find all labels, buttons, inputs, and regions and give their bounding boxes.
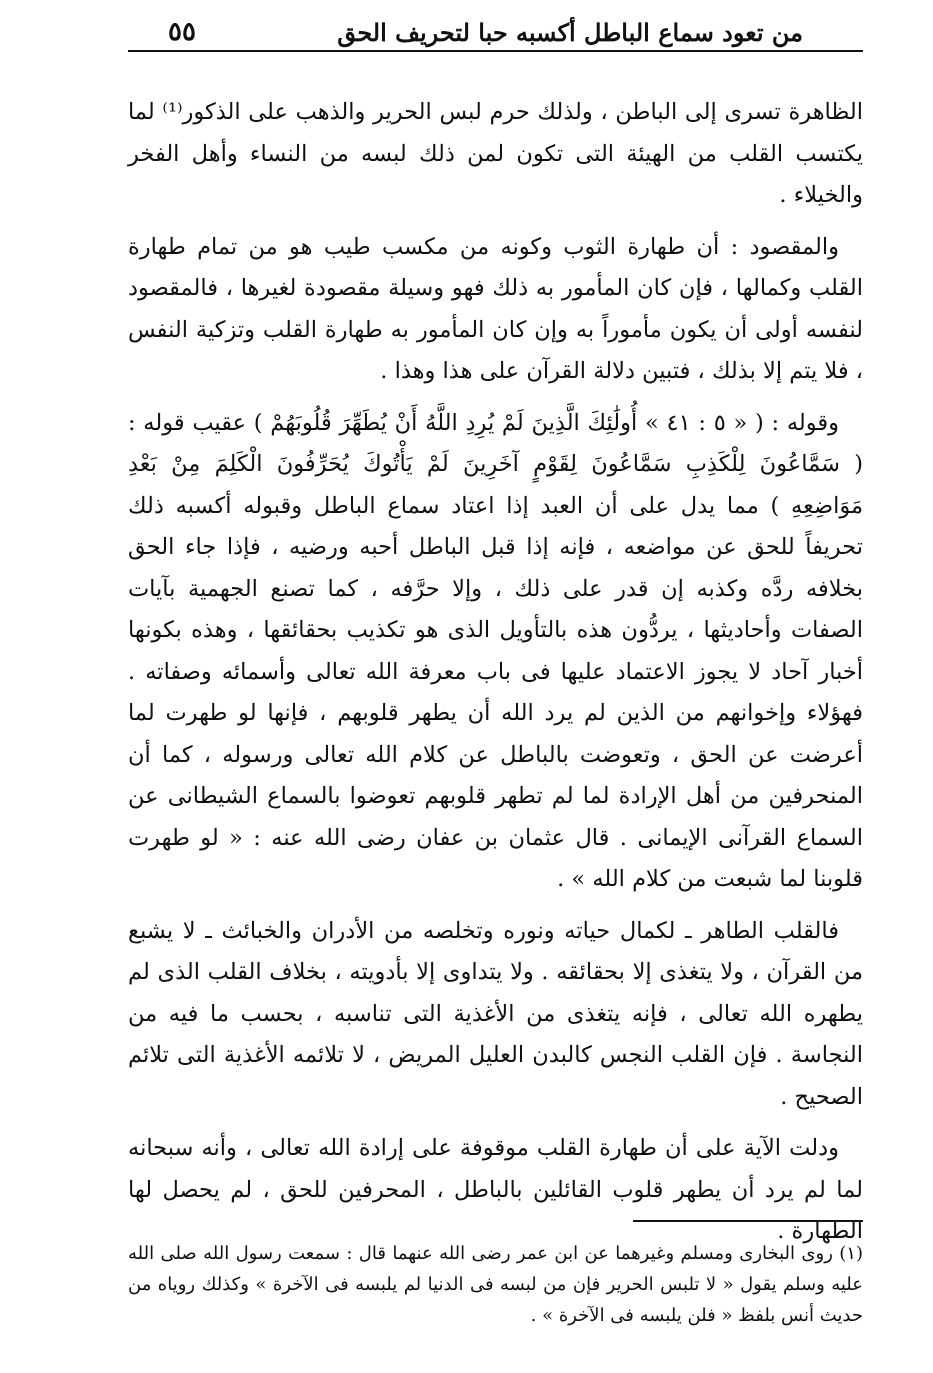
paragraph-1: الظاهرة تسرى إلى الباطن ، ولذلك حرم لبس الحرير والذهب على الذكور⁽¹⁾ لما يكتسب القلب من الهيئة التى تكون لمن ذلك لبسه من النساء وأهل الفخر والخيلاء . xyxy=(128,99,863,208)
footnotes xyxy=(128,1238,863,1331)
running-title: من تعود سماع الباطل أكسبه حبا لتحريف الحق xyxy=(337,17,803,47)
paragraph-5: ودلت الآية على أن طهارة القلب موقوفة على إرادة الله تعالى ، وأنه سبحانه لما لم يرد أن يطهر قلوب القائلين بالباطل ، المحرفين للحق ، لم يحصل لها الطهارة . xyxy=(128,1135,863,1244)
footnote-divider xyxy=(633,1220,863,1222)
page-header xyxy=(128,14,863,52)
main-text xyxy=(128,92,863,1253)
paragraph-2: والمقصود : أن طهارة الثوب وكونه من مكسب طيب هو من تمام طهارة القلب وكمالها ، فإن كان المأمور به ذلك فهو وسيلة مقصودة لغيرها ، فالمقصود لنفسه أولى أن يكون مأموراً به وإن كان المأمور به طهارة القلب وتزكية النفس ، فلا يتم إلا بذلك ، فتبين دلالة القرآن على هذا وهذا . xyxy=(128,233,863,384)
footnote-1: (١) روى البخارى ومسلم وغيرهما عن ابن عمر رضى الله عنهما قال : سمعت رسول الله صلى الله عليه وسلم يقول « لا تلبس الحرير فإن من لبسه فى الدنيا لم يلبسه فى الآخرة » وكذلك روياه من حديث أنس بلفظ « فلن يلبسه فى الآخرة » . xyxy=(128,1243,863,1326)
page-number: ٥٥ xyxy=(168,17,196,47)
paragraph-4: فالقلب الطاهر ـ لكمال حياته ونوره وتخلصه من الأدران والخبائث ـ لا يشبع من القرآن ، ولا يتغذى إلا بحقائقه . ولا يتداوى إلا بأدويته ، بخلاف القلب الذى لم يطهره الله تعالى ، فإنه يتغذى من الأغذية التى تناسبه ، بحسب ما فيه من النجاسة . فإن القلب النجس كالبدن العليل المريض ، لا تلائمه الأغذية التى تلائم الصحيح . xyxy=(128,917,863,1110)
paragraph-3: وقوله : ( « ٥ : ٤١ » أُولَٰئِكَ الَّذِينَ لَمْ يُرِدِ اللَّهُ أَنْ يُطَهِّرَ قُلُوبَهُمْ ) عقيب قوله : ( سَمَّاعُونَ لِلْكَذِبِ سَمَّاعُونَ لِقَوْمٍ آخَرِينَ لَمْ يَأْتُوكَ يُحَرِّفُونَ الْكَلِمَ مِنْ بَعْدِ مَوَاضِعِهِ ) مما يدل على أن العبد إذا اعتاد سماع الباطل وقبوله أكسبه ذلك تحريفاً للحق عن مواضعه ، فإنه إذا قبل الباطل أحبه ورضيه ، فإذا جاء الحق بخلافه ردَّه وكذبه إن قدر على ذلك ، وإلا حرَّفه ، كما تصنع الجهمية بآيات الصفات وأحاديثها ، يردُّون هذه بالتأويل الذى هو تكذيب بحقائقها ، وهذه بكونها أخبار آحاد لا يجوز الاعتماد عليها فى باب معرفة الله تعالى وأسمائه وصفاته . فهؤلاء وإخوانهم من الذين لم يرد الله أن يطهر قلوبهم ، فإنها لو طهرت لما أعرضت عن الحق ، وتعوضت بالباطل عن كلام الله تعالى ورسوله ، كما أن المنحرفين من أهل الإرادة لما لم تطهر قلوبهم تعوضوا بالسماع الشيطانى عن السماع القرآنى الإيمانى . قال عثمان بن عفان رضى الله عنه : « لو طهرت قلوبنا لما شبعت من كلام الله » . xyxy=(128,409,863,892)
